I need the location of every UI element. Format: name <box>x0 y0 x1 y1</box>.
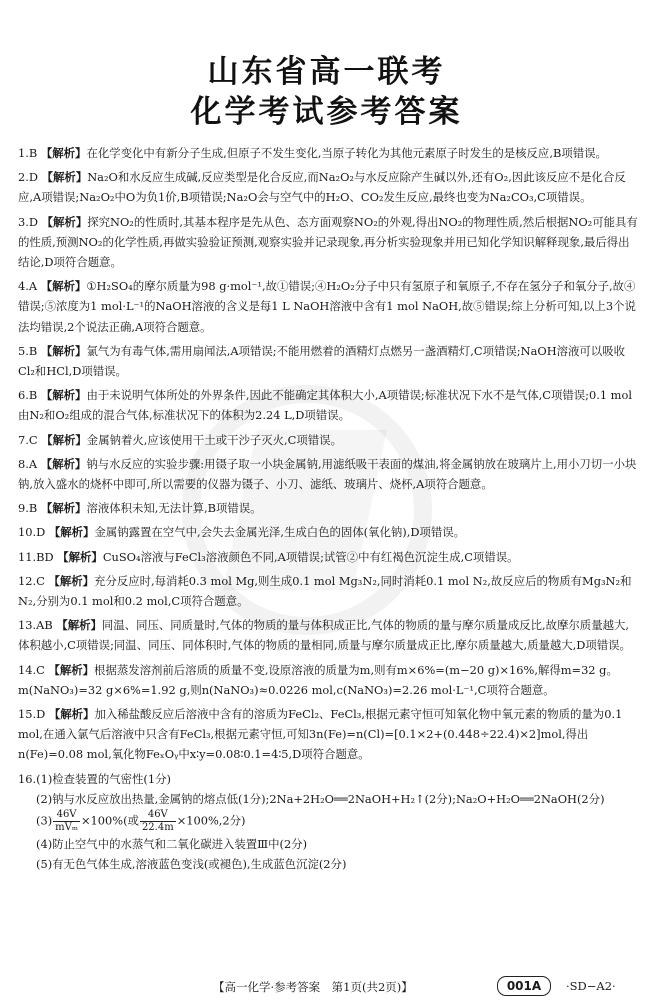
analysis-tag: 【解析】 <box>48 707 95 722</box>
answer-text: 根据蒸发溶剂前后溶质的质量不变,设原溶液的质量为m,则有m×6%=(m−20 g)×16%,解得m=32 g。m(NaNO₃)=32 g×6%=1.92 g,则n(NaNO₃)≈0.0226 mol,c(NaNO₃)=2.26 mol·L⁻¹,C项符合题意。 <box>18 662 618 697</box>
fraction-2 <box>140 809 176 834</box>
analysis-tag: 【解析】 <box>40 388 87 403</box>
analysis-tag: 【解析】 <box>41 170 88 185</box>
analysis-tag: 【解析】 <box>40 279 87 294</box>
analysis-tag: 【解析】 <box>40 343 87 358</box>
answer-text: 金属钠着火,应该使用干土或干沙子灭火,C项错误。 <box>86 432 342 447</box>
answer-text: 氯气为有毒气体,需用扇闻法,A项错误;不能用燃着的酒精灯点燃另一盏酒精灯,C项错误;NaOH溶液可以吸收Cl₂和HCl,D项错误。 <box>18 343 625 379</box>
answer-text: 钠与水反应的实验步骤:用镊子取一小块金属钠,用滤纸吸干表面的煤油,将金属钠放在玻璃片上,用小刀切一小块钠,放入盛水的烧杯中即可,所以需要的仪器为镊子、小刀、滤纸、玻璃片、烧杯,A项符合题意。 <box>18 456 637 492</box>
sub-answer-3 <box>36 809 638 834</box>
sub-answer-4: (4)防止空气中的水蒸气和二氧化碳进入装置Ⅲ中(2分) <box>36 837 308 852</box>
answer-text: 探究NO₂的性质时,其基本程序是先从色、态方面观察NO₂的外观,得出NO₂的物理性质,然后根据NO₂可能具有的性质,预测NO₂的化学性质,再做实验验证预测,观察实验并记录现象,再分析实验现象并用已知化学知识解释现象,最后得出结论,D项符合题意。 <box>18 214 638 270</box>
answer-text: 同温、同压、同质量时,气体的物质的量与体积成正比,气体的物质的量与摩尔质量成反比,故摩尔质量越大,体积越小,C项错误;同温、同压、同体积时,气体的物质的量相同,质量与摩尔质量成正比,摩尔质量越大,质量越大,D项错误。 <box>18 618 631 653</box>
answer-item <box>18 341 638 381</box>
fraction-2-denominator: 22.4m <box>141 822 174 834</box>
answer-number: 9.B <box>18 501 38 516</box>
answer-number: 15.D <box>18 707 46 722</box>
answer-text: 溶液体积未知,无法计算,B项错误。 <box>86 501 262 516</box>
answer-item <box>18 498 638 518</box>
sub-answer-3-suffix: ×100%,2分) <box>176 813 246 828</box>
answer-item-16 <box>18 769 638 875</box>
analysis-tag: 【解析】 <box>41 214 88 229</box>
footer-code-badge: 001A <box>497 976 551 996</box>
answer-text: Na₂O和水反应生成碱,反应类型是化合反应,而Na₂O₂与水反应除产生碱以外,还有O₂,因此该反应不是化合反应,A项错误;Na₂O₂中O为负1价,B项错误;Na₂O会与空气中的H₂O、CO₂发生反应,最终也变为Na₂CO₃,C项错误。 <box>18 170 626 205</box>
answer-text: 金属钠露置在空气中,会失去金属光泽,生成白色的固体(氧化钠),D项错误。 <box>94 525 466 540</box>
answer-item <box>18 454 638 494</box>
answer-item <box>18 143 638 163</box>
page-subtitle: 化学考试参考答案 <box>190 94 463 130</box>
analysis-tag: 【解析】 <box>40 501 87 516</box>
answer-item <box>18 704 638 765</box>
answer-number: 1.B <box>18 146 38 160</box>
footer-series-code: ·SD−A2· <box>566 979 616 993</box>
answer-item <box>18 385 638 425</box>
sub-answer-3-mid: ×100%(或 <box>80 813 139 828</box>
answer-number: 12.C <box>18 573 45 588</box>
footer-page-info: 【高一化学·参考答案 第1页(共2页)】 <box>213 980 413 994</box>
answer-item <box>18 615 638 655</box>
answer-number: 4.A <box>18 279 38 294</box>
answer-item <box>18 571 638 611</box>
fraction-1 <box>53 809 80 834</box>
answer-item <box>18 522 638 542</box>
analysis-tag: 【解析】 <box>48 573 95 588</box>
answer-item <box>18 212 638 273</box>
answer-number: 16. <box>18 771 37 786</box>
answer-number: 11.BD <box>18 549 54 564</box>
answer-number: 3.D <box>18 214 39 229</box>
answer-item <box>18 430 638 450</box>
answer-number: 10.D <box>18 525 46 540</box>
answer-text: 由于未说明气体所处的外界条件,因此不能确定其体积大小,A项错误;标准状况下水不是气体,C项错误;0.1 mol由N₂和O₂组成的混合气体,标准状况下的体积为2.24 L,D项错误。 <box>18 388 632 423</box>
answer-text: 充分反应时,每消耗0.3 mol Mg,则生成0.1 mol Mg₃N₂,同时消耗0.1 mol N₂,故反应后的物质有Mg₃N₂和N₂,分别为0.1 mol和0.2 mol,C项符合题意。 <box>18 573 632 609</box>
fraction-1-numerator: 46V <box>53 809 80 822</box>
answer-item <box>18 547 638 567</box>
answer-text: 加入稀盐酸反应后溶液中含有的溶质为FeCl₂、FeCl₃,根据元素守恒可知氧化物中氧元素的物质的量为0.1 mol,在通入氯气后溶液中只含有FeCl₃,根据元素守恒,可知3n(Fe)=n(Cl)=[0.1×2+(0.448÷22.4)×2]mol,得出n(Fe)=0.08 mol,氧化物FeₓOᵧ中x∶y=0.08∶0.1=4∶5,D项符合题意。 <box>18 707 623 762</box>
answer-text: ①H₂SO₄的摩尔质量为98 g·mol⁻¹,故①错误;④H₂O₂分子中只有氢原子和氧原子,不存在氢分子和氧分子,故④错误;⑤浓度为1 mol·L⁻¹的NaOH溶液的含义是每1 L NaOH溶液中含有1 mol NaOH,故⑤错误;综上分析可知,以上3个说法均错误,2个说法正确,A项符合题意。 <box>18 279 636 334</box>
answer-number: 7.C <box>18 432 38 447</box>
answer-number: 2.D <box>18 170 39 185</box>
sub-answer-5: (5)有无色气体生成,溶液蓝色变浅(或褪色),生成蓝色沉淀(2分) <box>36 857 347 872</box>
answer-list <box>18 143 638 879</box>
answer-item <box>18 276 638 337</box>
answer-number: 6.B <box>18 388 38 403</box>
sub-answer-1: (1)检查装置的气密性(1分) <box>36 771 171 786</box>
fraction-1-denominator: mVₘ <box>55 822 78 834</box>
analysis-tag: 【解析】 <box>57 549 103 564</box>
analysis-tag: 【解析】 <box>48 525 95 540</box>
fraction-2-numerator: 46V <box>140 809 176 822</box>
answer-number: 5.B <box>18 343 38 358</box>
analysis-tag: 【解析】 <box>40 456 87 471</box>
page-title: 山东省高一联考 <box>207 54 446 90</box>
answer-number: 13.AB <box>18 618 53 633</box>
answer-text: 在化学变化中有新分子生成,但原子不发生变化,当原子转化为其他元素原子时发生的是核反应,B项错误。 <box>86 146 607 160</box>
analysis-tag: 【解析】 <box>56 618 102 633</box>
answer-item <box>18 167 638 207</box>
answer-text: CuSO₄溶液与FeCl₃溶液颜色不同,A项错误;试管②中有红褐色沉淀生成,C项错误。 <box>102 549 519 564</box>
sub-answer-3-prefix: (3) <box>36 813 53 828</box>
analysis-tag: 【解析】 <box>48 662 95 677</box>
analysis-tag: 【解析】 <box>41 432 87 447</box>
analysis-tag: 【解析】 <box>40 146 87 160</box>
answer-item <box>18 660 638 700</box>
answer-number: 14.C <box>18 662 45 677</box>
sub-answer-2: (2)钠与水反应放出热量,金属钠的熔点低(1分);2Na+2H₂O══2NaOH+H₂↑(2分);Na₂O+H₂O══2NaOH(2分) <box>36 791 605 806</box>
page-footer <box>0 975 653 999</box>
answer-number: 8.A <box>18 456 38 471</box>
